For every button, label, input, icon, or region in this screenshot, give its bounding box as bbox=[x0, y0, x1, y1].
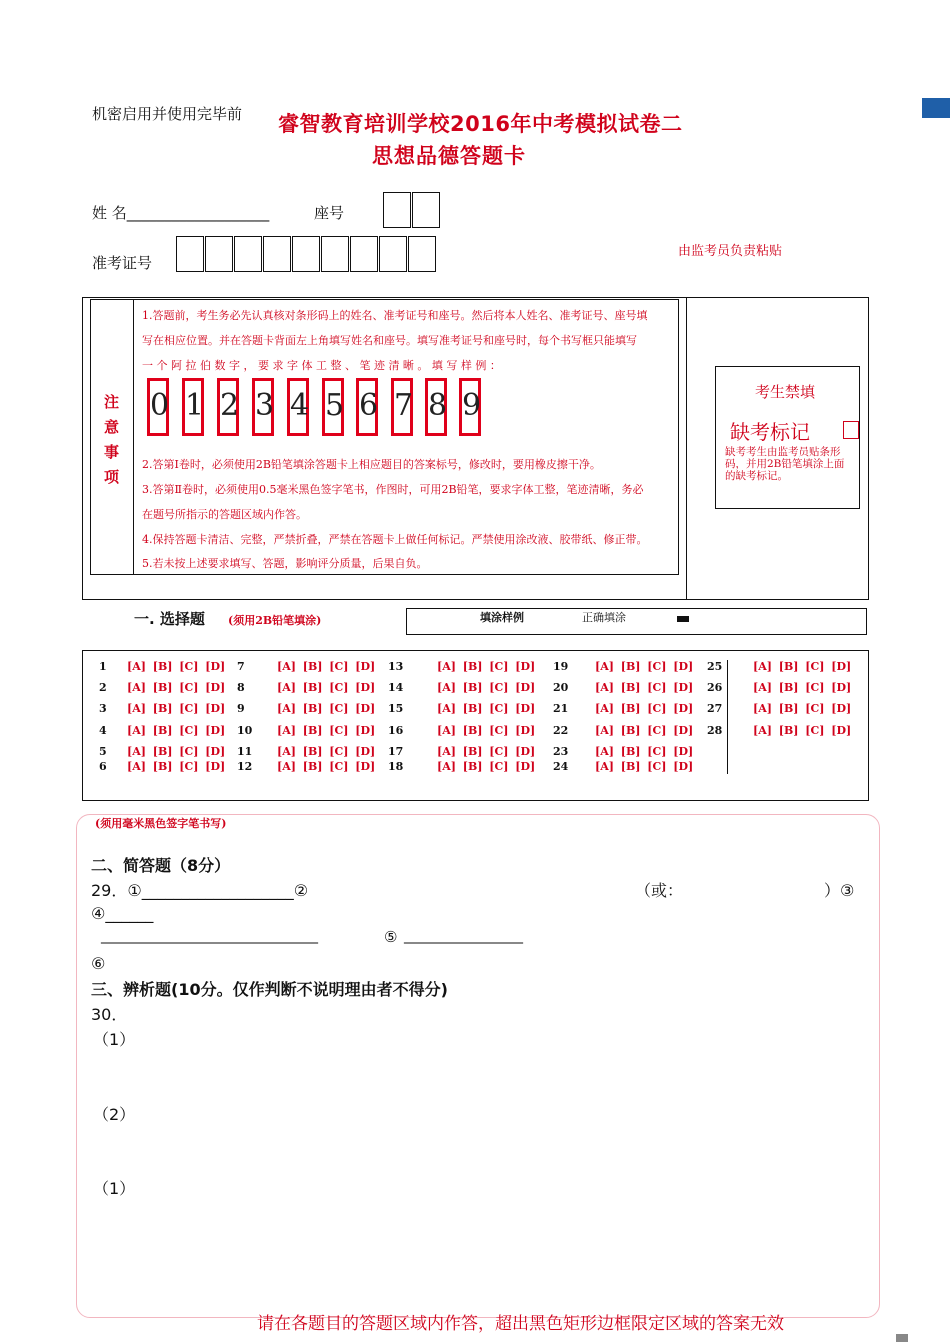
mc-question-number: 14 bbox=[388, 681, 404, 694]
mc-question-number: 10 bbox=[237, 724, 253, 737]
mc-options[interactable]: [A] [B] [C] [D] bbox=[127, 681, 226, 694]
q29-line3-b[interactable]: _________________ bbox=[404, 928, 523, 944]
mc-question-number: 5 bbox=[99, 745, 107, 758]
exam-id-boxes[interactable] bbox=[176, 236, 437, 272]
mc-question-number: 2 bbox=[99, 681, 107, 694]
mc-question-number: 16 bbox=[388, 724, 404, 737]
mc-question-number: 17 bbox=[388, 745, 404, 758]
mc-question-number: 26 bbox=[707, 681, 723, 694]
mc-options[interactable]: [A] [B] [C] [D] bbox=[277, 702, 376, 715]
mc-options[interactable]: [A] [B] [C] [D] bbox=[437, 660, 536, 673]
mc-options[interactable]: [A] [B] [C] [D] bbox=[437, 724, 536, 737]
mc-options[interactable]: [A] [B] [C] [D] bbox=[277, 760, 376, 773]
mc-question-number: 25 bbox=[707, 660, 723, 673]
mc-options[interactable]: [A] [B] [C] [D] bbox=[277, 681, 376, 694]
mc-options[interactable]: [A] [B] [C] [D] bbox=[595, 745, 694, 758]
sample-digit: 8 bbox=[425, 378, 447, 436]
sample-digit: 3 bbox=[252, 378, 274, 436]
mc-options[interactable]: [A] [B] [C] [D] bbox=[277, 660, 376, 673]
mc-options[interactable]: [A] [B] [C] [D] bbox=[595, 660, 694, 673]
mc-question-number: 19 bbox=[553, 660, 569, 673]
mc-question-number: 27 bbox=[707, 702, 723, 715]
mc-question-number: 12 bbox=[237, 760, 253, 773]
seat-boxes[interactable] bbox=[383, 192, 441, 228]
absent-title: 考生禁填 bbox=[755, 383, 816, 401]
mc-question-number: 23 bbox=[553, 745, 569, 758]
sample-digit: 5 bbox=[322, 378, 344, 436]
mc-options[interactable]: [A] [B] [C] [D] bbox=[127, 724, 226, 737]
mc-options[interactable]: [A] [B] [C] [D] bbox=[753, 724, 852, 737]
page-subtitle: 思想品德答题卡 bbox=[372, 144, 526, 168]
mc-question-number: 20 bbox=[553, 681, 569, 694]
q29-line2[interactable]: ④______ bbox=[91, 904, 154, 923]
mc-question-number: 18 bbox=[388, 760, 404, 773]
mc-question-number: 21 bbox=[553, 702, 569, 715]
note-line-3: 一 个 阿 拉 伯 数 字 ， 要 求 字 体 工 整 、 笔 迹 清 晰 。 填 写 样 例 ： bbox=[142, 359, 501, 372]
mc-options[interactable]: [A] [B] [C] [D] bbox=[127, 760, 226, 773]
section1-note: (须用2B铅笔填涂) bbox=[228, 614, 322, 627]
filled-sample-mark bbox=[677, 616, 689, 622]
footer-warning: 请在各题目的答题区域内作答，超出黑色矩形边框限定区域的答案无效 bbox=[257, 1314, 784, 1334]
q30-sub2[interactable]: （2） bbox=[93, 1105, 136, 1124]
mc-question-number: 24 bbox=[553, 760, 569, 773]
corner-mark bbox=[896, 1334, 908, 1342]
mc-question-number: 11 bbox=[237, 745, 253, 758]
mc-question-number: 8 bbox=[237, 681, 245, 694]
mc-options[interactable]: [A] [B] [C] [D] bbox=[437, 745, 536, 758]
note-line-5: 3.答第Ⅱ卷时，必须使用0.5毫米黑色签字笔书，作图时，可用2B铅笔，要求字体工整，笔迹清晰，务必 bbox=[142, 483, 644, 496]
pen-note: (须用毫米黑色签字笔书写) bbox=[95, 817, 227, 830]
exam-id-label: 准考证号 bbox=[92, 254, 153, 272]
mc-question-number: 1 bbox=[99, 660, 107, 673]
mc-options[interactable]: [A] [B] [C] [D] bbox=[753, 702, 852, 715]
sample-digit: 4 bbox=[287, 378, 309, 436]
seat-label: 座号 bbox=[314, 204, 345, 222]
mc-question-number: 13 bbox=[388, 660, 404, 673]
mc-options[interactable]: [A] [B] [C] [D] bbox=[437, 702, 536, 715]
mc-grid-divider bbox=[727, 660, 728, 774]
mc-options[interactable]: [A] [B] [C] [D] bbox=[127, 660, 226, 673]
mc-options[interactable]: [A] [B] [C] [D] bbox=[753, 660, 852, 673]
mc-options[interactable]: [A] [B] [C] [D] bbox=[437, 681, 536, 694]
sample-digit: 0 bbox=[147, 378, 169, 436]
sample-digit: 2 bbox=[217, 378, 239, 436]
blue-tab bbox=[922, 98, 950, 118]
mc-options[interactable]: [A] [B] [C] [D] bbox=[595, 681, 694, 694]
mc-options[interactable]: [A] [B] [C] [D] bbox=[753, 681, 852, 694]
q29-line3-a[interactable]: _______________________________ bbox=[101, 928, 318, 944]
mc-question-number: 15 bbox=[388, 702, 404, 715]
mc-question-number: 28 bbox=[707, 724, 723, 737]
fill-sample-box bbox=[406, 608, 867, 635]
notes-right-divider bbox=[686, 297, 687, 600]
absent-description: 缺考考生由监考员贴条形码，并用2B铅笔填涂上面的缺考标记。 bbox=[725, 446, 845, 482]
q29-5: ⑤ bbox=[384, 928, 398, 946]
q29-or: （或： bbox=[635, 881, 684, 900]
name-label: 姓 名___________________ bbox=[92, 204, 270, 222]
note-line-1: 1.答题前，考生务必先认真核对条形码上的姓名、准考证号和座号。然后将本人姓名、准考证号、座号填 bbox=[142, 309, 648, 322]
q29-line1[interactable]: 29．①___________________② bbox=[91, 881, 309, 900]
absent-mark-label: 缺考标记 bbox=[730, 420, 810, 444]
mc-options[interactable]: [A] [B] [C] [D] bbox=[127, 745, 226, 758]
q30-sub3[interactable]: （1） bbox=[93, 1179, 136, 1198]
section2-title: 二、简答题（8分） bbox=[91, 856, 231, 875]
mc-question-number: 7 bbox=[237, 660, 245, 673]
sample-digit: 6 bbox=[356, 378, 378, 436]
sample-digit: 1 bbox=[182, 378, 204, 436]
notes-heading: 注 意 事 项 bbox=[104, 393, 120, 486]
correct-fill-label: 正确填涂 bbox=[582, 611, 626, 624]
absent-checkbox[interactable] bbox=[843, 421, 859, 439]
mc-options[interactable]: [A] [B] [C] [D] bbox=[595, 702, 694, 715]
mc-options[interactable]: [A] [B] [C] [D] bbox=[595, 724, 694, 737]
mc-options[interactable]: [A] [B] [C] [D] bbox=[277, 745, 376, 758]
mc-question-number: 22 bbox=[553, 724, 569, 737]
mc-options[interactable]: [A] [B] [C] [D] bbox=[127, 702, 226, 715]
q29-6: ⑥ bbox=[91, 954, 106, 973]
q29-close: ）③ bbox=[824, 881, 855, 900]
mc-options[interactable]: [A] [B] [C] [D] bbox=[437, 760, 536, 773]
note-line-4: 2.答第Ⅰ卷时，必须使用2B铅笔填涂答题卡上相应题目的答案标号，修改时，要用橡皮擦干净。 bbox=[142, 458, 601, 471]
confidential-note: 机密启用并使用完毕前 bbox=[92, 105, 243, 123]
q30-sub1[interactable]: （1） bbox=[93, 1030, 136, 1049]
sample-digit: 9 bbox=[459, 378, 481, 436]
page-title: 睿智教育培训学校2016年中考模拟试卷二 bbox=[278, 112, 683, 136]
note-line-2: 写在相应位置。并在答题卡背面左上角填写姓名和座号。填写准考证号和座号时，每个书写框只能填写 bbox=[142, 334, 637, 347]
q30-label: 30． bbox=[91, 1005, 128, 1024]
note-line-8: 5.若未按上述要求填写、答题，影响评分质量，后果自负。 bbox=[142, 557, 428, 570]
section3-title: 三、辨析题(10分。仅作判断不说明理由者不得分) bbox=[91, 980, 448, 999]
note-line-7: 4.保持答题卡清洁、完整，严禁折叠，严禁在答题卡上做任何标记。严禁使用涂改液、胶带纸、修正带。 bbox=[142, 533, 648, 546]
mc-question-number: 3 bbox=[99, 702, 107, 715]
fill-sample-label: 填涂样例 bbox=[480, 611, 524, 624]
note-line-6: 在题号所指示的答题区域内作答。 bbox=[142, 508, 307, 521]
sample-digit: 7 bbox=[391, 378, 413, 436]
mc-question-number: 4 bbox=[99, 724, 107, 737]
notes-divider bbox=[133, 299, 134, 575]
barcode-note: 由监考员负责粘贴 bbox=[678, 244, 783, 259]
section1-title: 一. 选择题 bbox=[134, 610, 205, 628]
mc-question-number: 6 bbox=[99, 760, 107, 773]
mc-options[interactable]: [A] [B] [C] [D] bbox=[277, 724, 376, 737]
mc-options[interactable]: [A] [B] [C] [D] bbox=[595, 760, 694, 773]
mc-question-number: 9 bbox=[237, 702, 245, 715]
